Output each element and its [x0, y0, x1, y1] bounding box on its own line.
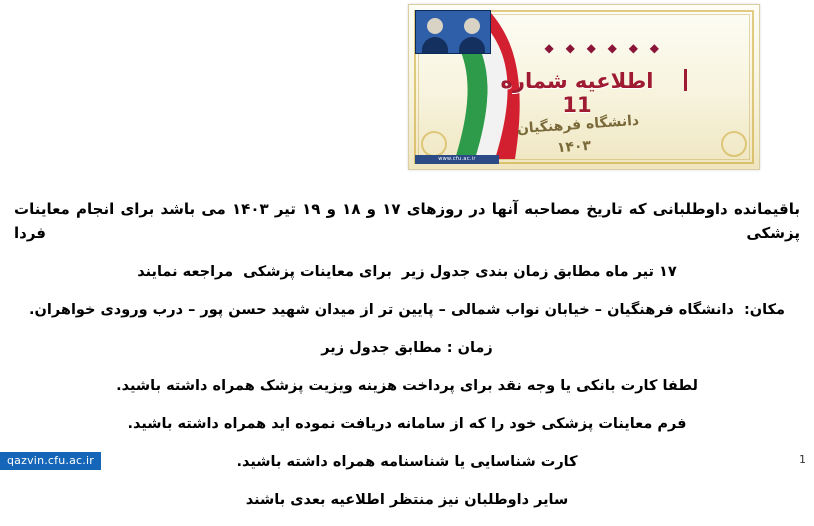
banner-title: اطلاعیه شماره 11	[500, 69, 654, 117]
banner-footer-strip: www.cfu.ac.ir	[415, 155, 499, 164]
announcement-body	[0, 182, 814, 526]
body-line: سایر داوطلبان نیز منتظر اطلاعیه بعدی باشند	[245, 491, 569, 508]
banner-card	[408, 4, 760, 170]
diamond-dots-icon: ◆ ◆ ◆ ◆ ◆ ◆	[544, 41, 663, 55]
page-number: 1	[799, 453, 806, 466]
site-watermark: qazvin.cfu.ac.ir	[0, 452, 101, 470]
banner-subtitle: دانشگاه فرهنگیان	[516, 112, 640, 138]
body-line: مکان: دانشگاه فرهنگیان – خیابان نواب شمالی – پایین تر از میدان شهید حسن پور – درب ورودی خواهران.	[29, 301, 785, 318]
body-line: لطفا کارت بانکی یا وجه نقد برای پرداخت هزینه ویزیت پزشک همراه داشته باشید.	[116, 377, 698, 394]
body-line: کارت شناسایی یا شناسنامه همراه داشته باشید.	[236, 453, 578, 470]
announcement-banner	[0, 0, 814, 172]
body-line: باقیمانده داوطلبانی که تاریخ مصاحبه آنها در روزهای ۱۷ و ۱۸ و ۱۹ تیر ۱۴۰۳ می باشد برای انجام معاینات پزشکی فردا	[8, 200, 800, 243]
body-line: فرم معاینات پزشکی خود را که از سامانه دریافت نموده اید همراه داشته باشید.	[127, 415, 687, 432]
title-accent-bar	[684, 69, 687, 91]
corner-ornament-icon	[721, 131, 747, 157]
portrait-right	[416, 11, 453, 53]
portrait-left	[453, 11, 490, 53]
body-line: زمان : مطابق جدول زیر	[321, 339, 493, 356]
body-line: ۱۷ تیر ماه مطابق زمان بندی جدول زیر برای معاینات پزشکی مراجعه نمایند	[137, 263, 677, 280]
leaders-portrait	[415, 10, 491, 54]
banner-year: ۱۴۰۳	[556, 137, 592, 157]
